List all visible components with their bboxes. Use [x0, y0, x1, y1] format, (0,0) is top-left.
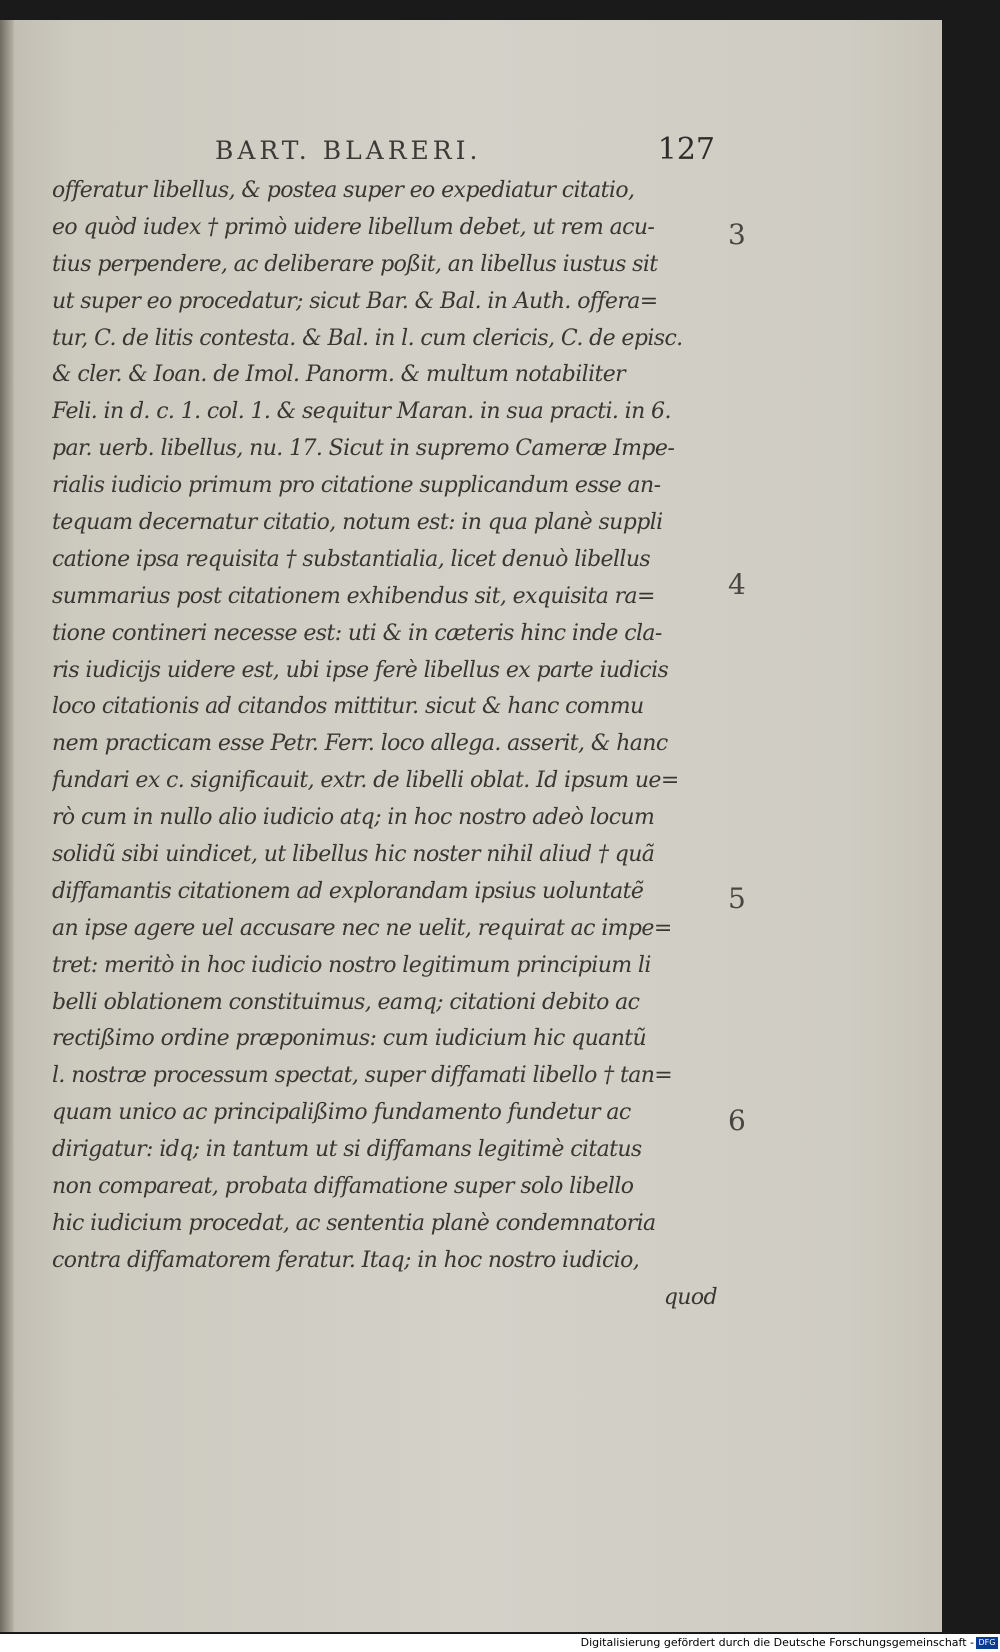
text-line: non compareat, probata diffamatione super solo libello — [52, 1174, 634, 1200]
text-line: nem practicam esse Petr. Ferr. loco allega. asserit, & hanc — [52, 731, 668, 757]
margin-note: 6 — [728, 1104, 746, 1137]
text-line: l. nostræ processum spectat, super diffamati libello † tan= — [52, 1063, 673, 1089]
text-line: par. uerb. libellus, nu. 17. Sicut in supremo Cameræ Impe- — [52, 436, 675, 462]
text-line: eo quòd iudex † primò uidere libellum debet, ut rem acu- — [52, 214, 655, 240]
text-line: rò cum in nullo alio iudicio atq; in hoc nostro adeò locum — [52, 805, 655, 831]
margin-note: 4 — [728, 568, 746, 601]
running-head — [55, 118, 715, 167]
text-line: tequam decernatur citatio, notum est: in qua planè suppli — [52, 510, 663, 536]
text-line: tione contineri necesse est: uti & in cæteris hinc inde cla- — [52, 620, 662, 646]
text-line: summarius post citationem exhibendus sit, exquisita ra= — [52, 583, 655, 609]
page-number: 127 — [657, 132, 715, 167]
footer-bar — [0, 1634, 1000, 1652]
text-line: loco citationis ad citandos mittitur. sicut & hanc commu — [52, 694, 644, 720]
dfg-logo: DFG — [976, 1637, 998, 1649]
text-line: tret: meritò in hoc iudicio nostro legitimum principium li — [52, 952, 651, 978]
text-line: offeratur libellus, & postea super eo expediatur citatio, — [52, 178, 635, 203]
text-line: tur, C. de litis contesta. & Bal. in l. cum clericis, C. de episc. — [52, 325, 683, 351]
text-line: rialis iudicio primum pro citatione supplicandum esse an- — [52, 473, 661, 499]
margin-note: 3 — [728, 218, 746, 251]
text-line: & cler. & Ioan. de Imol. Panorm. & multum notabiliter — [52, 362, 626, 388]
page-edge-shadow — [0, 20, 14, 1632]
text-line: quam unico ac principalißimo fundamento fundetur ac — [52, 1100, 631, 1126]
body-text — [52, 173, 717, 1317]
text-line: Feli. in d. c. 1. col. 1. & sequitur Maran. in sua practi. in 6. — [52, 399, 671, 425]
text-line: an ipse agere uel accusare nec ne uelit, requirat ac impe= — [52, 915, 672, 941]
running-head-title: BART. BLARERI. — [215, 136, 482, 165]
catchword: quod — [663, 1284, 717, 1310]
text-line: contra diffamatorem feratur. Itaq; in hoc nostro iudicio, — [52, 1247, 640, 1273]
text-line: diffamantis citationem ad explorandam ipsius uoluntatẽ — [52, 878, 644, 904]
text-line: solidũ sibi uindicet, ut libellus hic noster nihil aliud † quã — [52, 842, 655, 868]
text-line: catione ipsa requisita † substantialia, licet denuò libellus — [52, 546, 651, 572]
margin-note: 5 — [728, 882, 746, 915]
text-line: ut super eo procedatur; sicut Bar. & Bal. in Auth. offera= — [52, 288, 658, 314]
text-line: ris iudicijs uidere est, ubi ipse ferè libellus ex parte iudicis — [52, 657, 669, 683]
text-line: hic iudicium procedat, ac sententia planè condemnatoria — [52, 1210, 656, 1236]
text-line: tius perpendere, ac deliberare poßit, an libellus iustus sit — [52, 251, 658, 277]
text-line: dirigatur: idq; in tantum ut si diffamans legitimè citatus — [52, 1137, 642, 1163]
footer-credit: Digitalisierung gefördert durch die Deutsche Forschungsgemeinschaft - — [580, 1636, 974, 1649]
text-line: belli oblationem constituimus, eamq; citationi debito ac — [52, 989, 640, 1015]
text-line: rectißimo ordine præponimus: cum iudicium hic quantũ — [52, 1026, 647, 1052]
text-line: fundari ex c. significauit, extr. de libelli oblat. Id ipsum ue= — [52, 768, 679, 794]
